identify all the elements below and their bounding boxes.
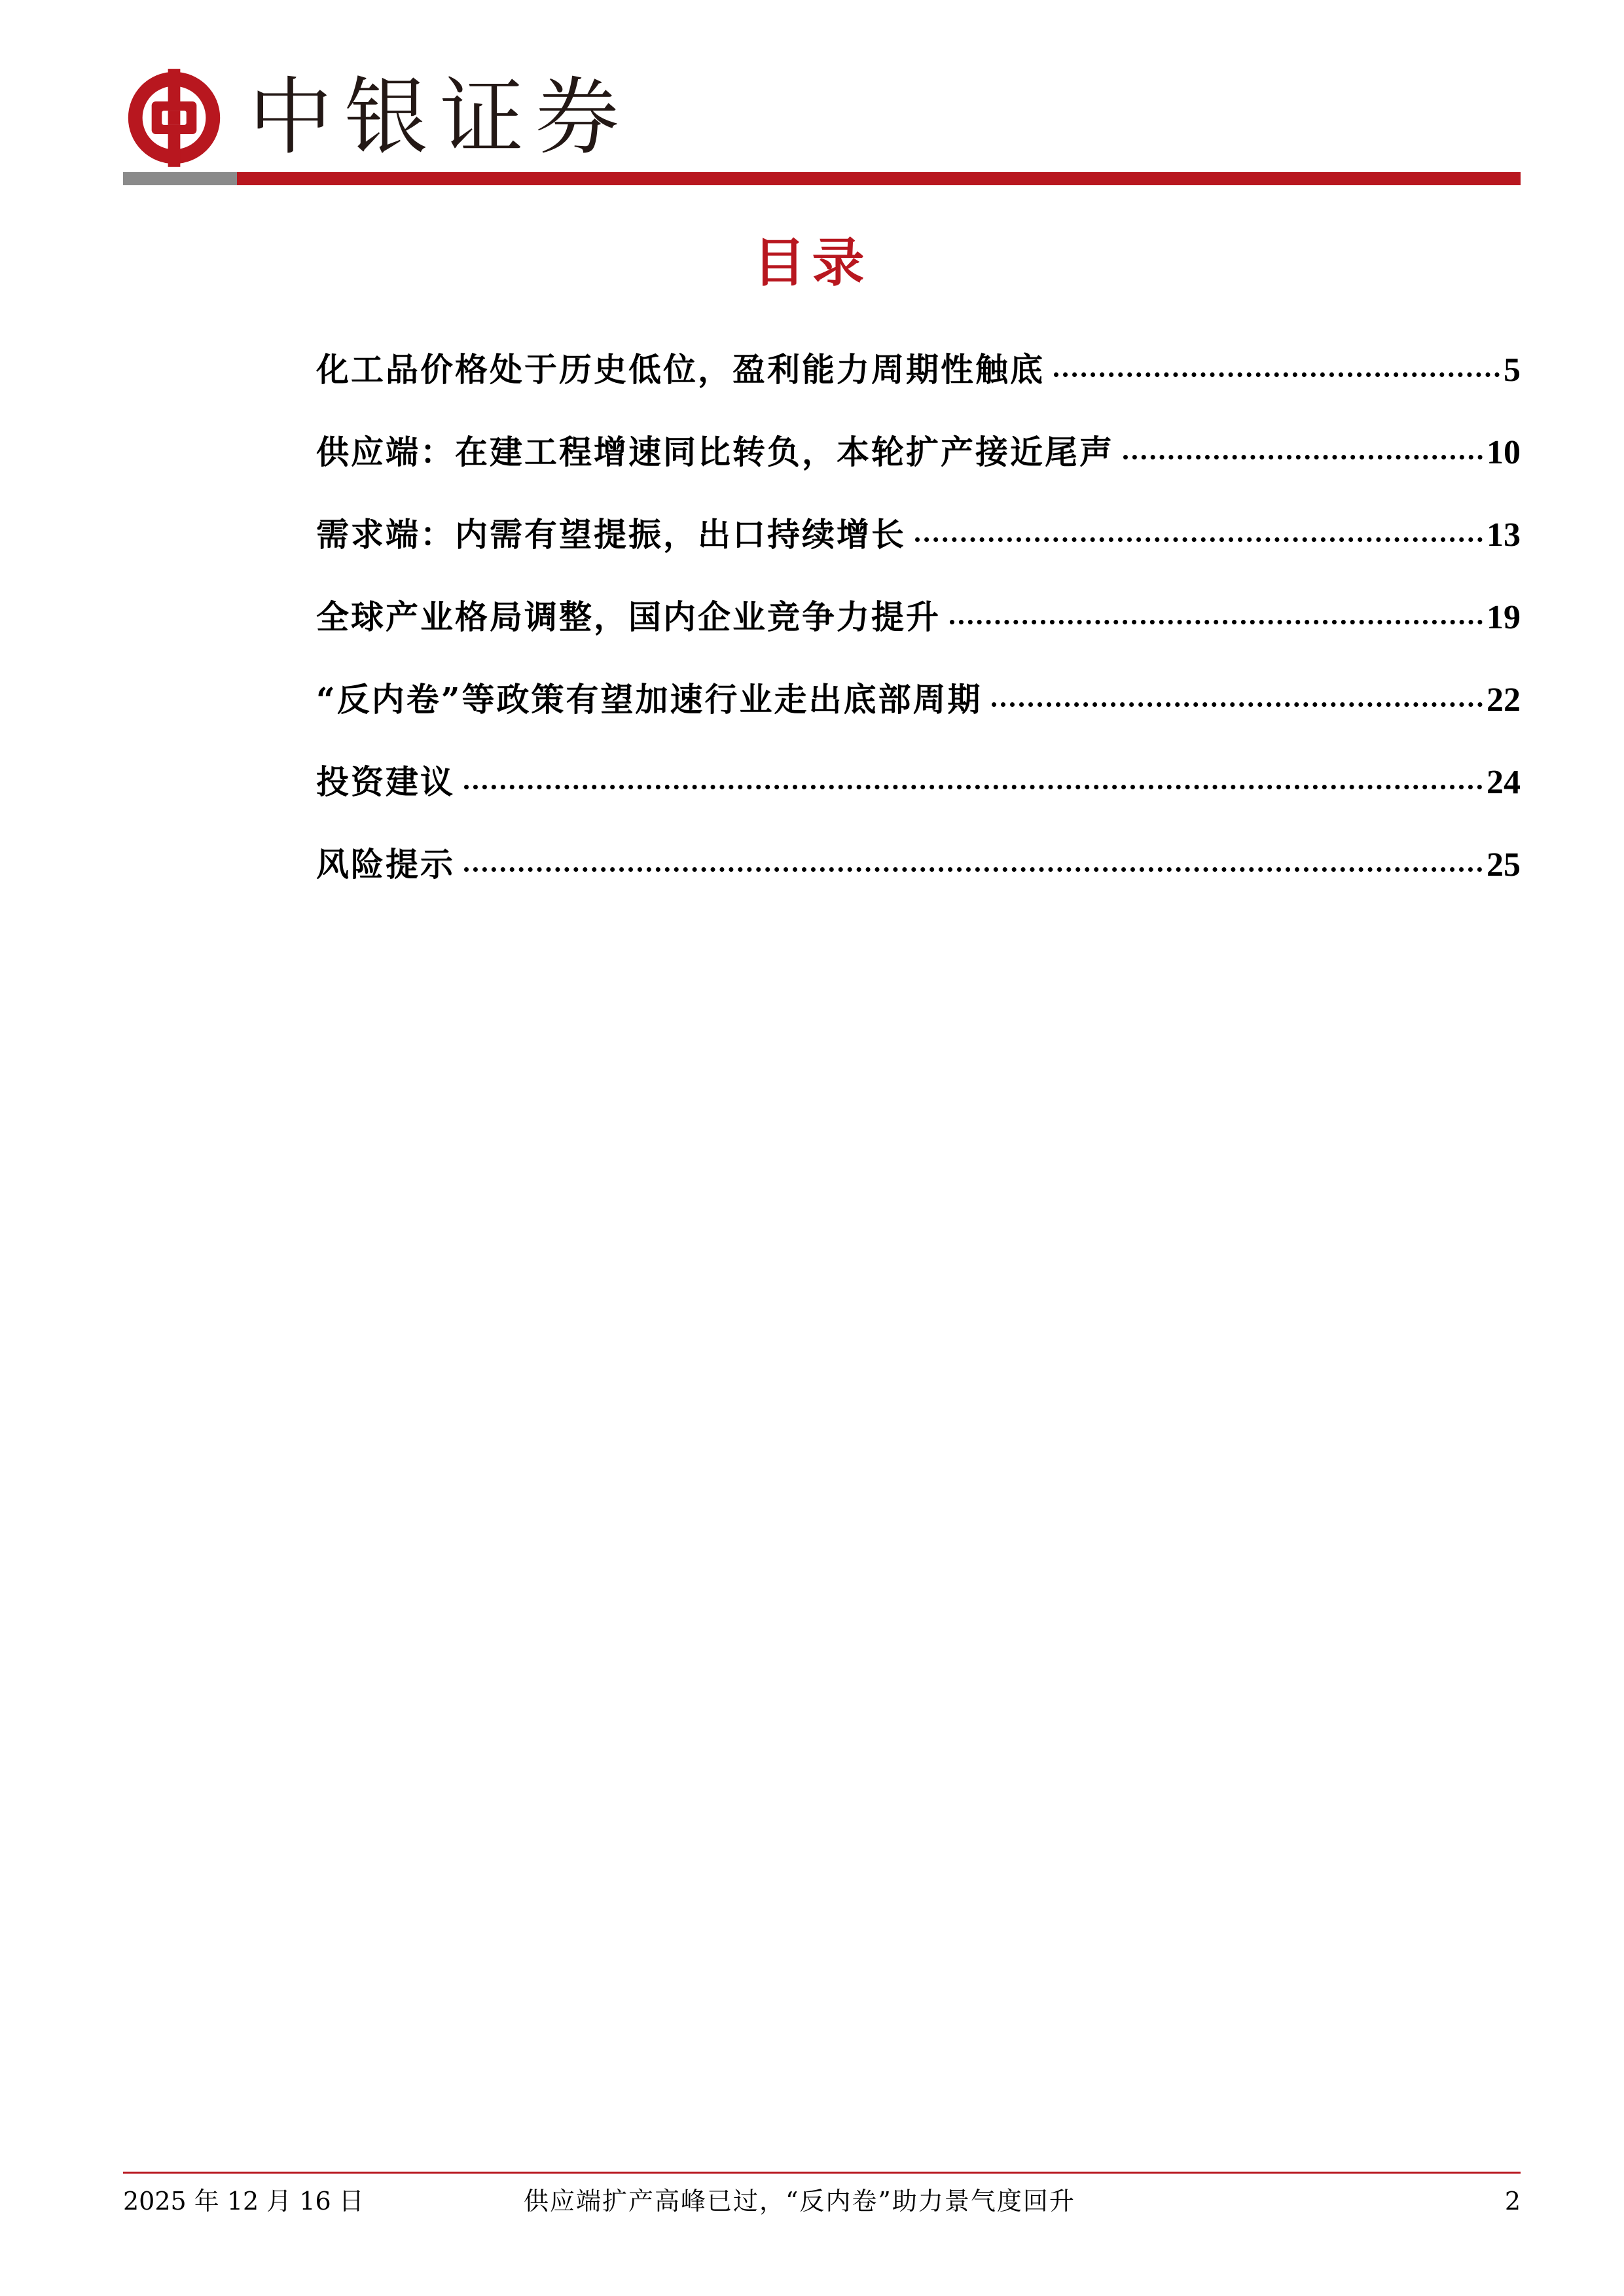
toc-entry-page: 19 bbox=[1487, 599, 1521, 636]
toc-dot-leader bbox=[992, 702, 1483, 707]
toc-entry-page: 5 bbox=[1504, 351, 1521, 389]
toc-dot-leader bbox=[464, 785, 1483, 789]
header-divider-gray bbox=[123, 172, 237, 185]
page-number: 2 bbox=[1504, 2187, 1521, 2215]
footer-divider bbox=[123, 2172, 1521, 2174]
toc-entry-page: 10 bbox=[1487, 434, 1521, 471]
toc-entry-label: 需求端：内需有望提振，出口持续增长 bbox=[316, 515, 906, 554]
header-divider-red bbox=[237, 172, 1521, 185]
page-footer bbox=[123, 2181, 1521, 2221]
toc-dot-leader bbox=[950, 620, 1483, 624]
toc-entry-page: 25 bbox=[1487, 846, 1521, 884]
toc-entry[interactable] bbox=[316, 505, 1521, 588]
header-divider bbox=[123, 172, 1521, 185]
toc-dot-leader bbox=[1054, 372, 1500, 377]
toc-entry[interactable] bbox=[316, 423, 1521, 505]
toc-title: 目录 bbox=[753, 232, 871, 293]
toc-entry-page: 13 bbox=[1487, 516, 1521, 554]
toc-entry-label: 投资建议 bbox=[316, 762, 455, 801]
toc-dot-leader bbox=[1123, 455, 1483, 459]
toc-entry-page: 22 bbox=[1487, 681, 1521, 719]
toc-entry[interactable] bbox=[316, 753, 1521, 835]
toc-entry[interactable] bbox=[316, 670, 1521, 753]
toc-dot-leader bbox=[464, 867, 1483, 872]
toc-entry-label: 风险提示 bbox=[316, 845, 455, 884]
page-header bbox=[123, 62, 631, 173]
toc-entry[interactable] bbox=[316, 588, 1521, 670]
toc-list bbox=[316, 340, 1521, 918]
toc-entry-label: 全球产业格局调整，国内企业竞争力提升 bbox=[316, 598, 941, 636]
toc-entry-page: 24 bbox=[1487, 764, 1521, 801]
report-title: 供应端扩产高峰已过，“反内卷”助力景气度回升 bbox=[524, 2187, 1075, 2215]
toc-entry-label: “反内卷”等政策有望加速行业走出底部周期 bbox=[316, 680, 983, 719]
brand-name: 中银证券 bbox=[249, 69, 632, 166]
toc-entry[interactable] bbox=[316, 835, 1521, 918]
toc-entry-label: 化工品价格处于历史低位，盈利能力周期性触底 bbox=[316, 350, 1045, 389]
toc-dot-leader bbox=[915, 537, 1483, 542]
toc-entry-label: 供应端：在建工程增速同比转负，本轮扩产接近尾声 bbox=[316, 433, 1114, 471]
boc-logo-icon bbox=[123, 67, 225, 169]
toc-entry[interactable] bbox=[316, 340, 1521, 423]
report-date: 2025 年 12 月 16 日 bbox=[123, 2187, 364, 2215]
